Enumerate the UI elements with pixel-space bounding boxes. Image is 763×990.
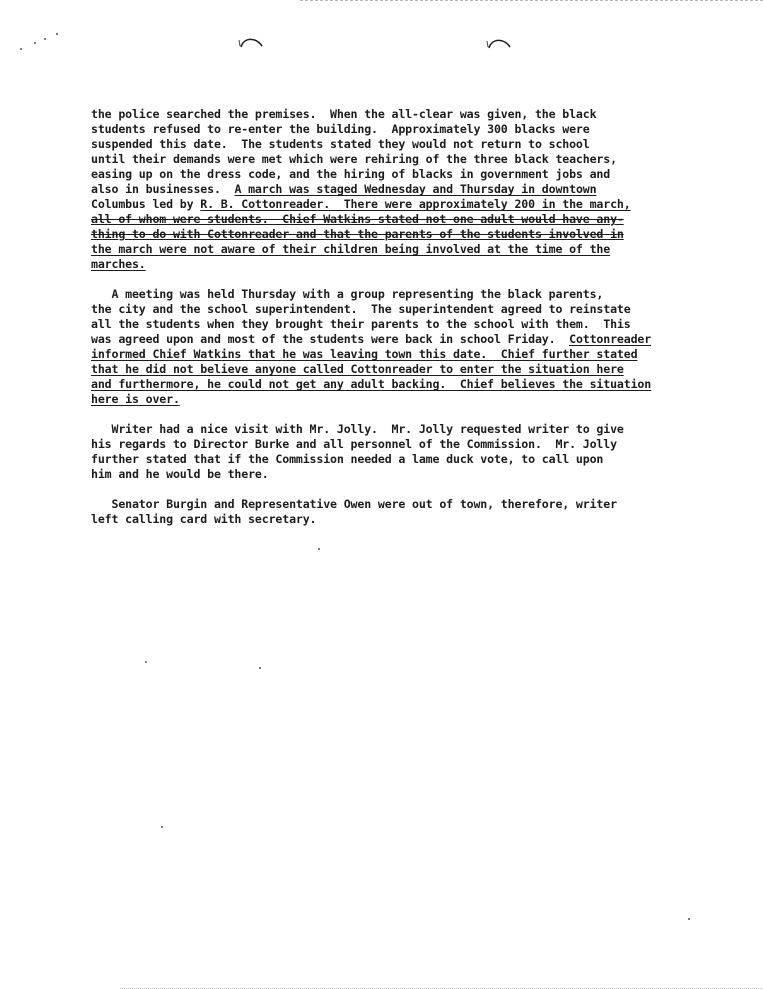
text-segment: students refused to re-enter the building. Approximately 300 blacks were [91, 122, 590, 136]
scan-speck [318, 548, 320, 550]
text-segment: easing up on the dress code, and the hiring of blacks in government jobs and [91, 167, 611, 181]
paragraph [91, 497, 731, 527]
text-segment: A meeting was held Thursday with a group representing the black parents, [91, 287, 604, 301]
scan-speck [56, 33, 58, 35]
paragraph [91, 422, 731, 482]
struck-text-segment: all of whom were students. Chief Watkins stated not one adult would have any- [91, 212, 624, 226]
text-line [91, 152, 731, 167]
scan-speck [145, 661, 147, 663]
underlined-text-segment: A march was staged Wednesday and Thursday in downtown [234, 182, 597, 196]
text-segment: all the students when they brought their parents to the school with them. This [91, 317, 631, 331]
text-line [91, 392, 731, 407]
text-line [91, 347, 731, 362]
text-segment: suspended this date. The students stated they would not return to school [91, 137, 590, 151]
text-line [91, 212, 731, 227]
text-segment: Writer had a nice visit with Mr. Jolly. Mr. Jolly requested writer to give [91, 422, 624, 436]
text-line [91, 302, 731, 317]
top-edge-border [300, 0, 763, 1]
text-segment: was agreed upon and most of the students were back in school Friday. [91, 332, 570, 346]
text-line [91, 197, 731, 212]
text-line [91, 317, 731, 332]
text-line [91, 227, 731, 242]
scan-speck [20, 48, 22, 50]
hole-punch-mark-icon [486, 36, 512, 50]
bottom-edge-border [120, 988, 763, 989]
text-line [91, 332, 731, 347]
text-line [91, 137, 731, 152]
underlined-text-segment: that he did not believe anyone called Cottonreader to enter the situation here [91, 362, 624, 376]
underlined-text-segment: Cottonreader [569, 332, 652, 346]
text-line [91, 287, 731, 302]
text-line [91, 257, 731, 272]
text-segment: the city and the school superintendent. The superintendent agreed to reinstate [91, 302, 631, 316]
hole-punch-mark-icon [238, 35, 264, 49]
text-segment: left calling card with secretary. [91, 512, 317, 526]
text-line [91, 512, 731, 527]
text-segment: also in businesses. [91, 182, 235, 196]
memo-body [91, 107, 731, 542]
text-line [91, 122, 731, 137]
text-line [91, 107, 731, 122]
underlined-text-segment: the march were not aware of their children being involved at the time of the [91, 242, 611, 256]
text-line [91, 377, 731, 392]
scan-speck [44, 38, 46, 40]
scan-speck [688, 918, 690, 920]
struck-text-segment: thing to do with Cottonreader and that the parents of the students involved in [91, 227, 624, 241]
text-line [91, 467, 731, 482]
underlined-text-segment: R. B. Cottonreader. There were approximately 200 in the march, [200, 197, 631, 211]
text-segment: the police searched the premises. When the all-clear was given, the black [91, 107, 597, 121]
text-segment: Senator Burgin and Representative Owen were out of town, therefore, writer [91, 497, 617, 511]
text-line [91, 452, 731, 467]
scan-speck [259, 667, 261, 669]
text-line [91, 437, 731, 452]
text-line [91, 167, 731, 182]
paragraph [91, 287, 731, 407]
text-segment: him and he would be there. [91, 467, 269, 481]
text-line [91, 422, 731, 437]
underlined-text-segment: informed Chief Watkins that he was leaving town this date. Chief further stated [91, 347, 638, 361]
text-line [91, 242, 731, 257]
text-line [91, 497, 731, 512]
underlined-text-segment: and furthermore, he could not get any adult backing. Chief believes the situation [91, 377, 652, 391]
text-segment: Columbus led by [91, 197, 201, 211]
paragraph [91, 107, 731, 272]
text-segment: his regards to Director Burke and all personnel of the Commission. Mr. Jolly [91, 437, 617, 451]
text-line [91, 182, 731, 197]
text-segment: further stated that if the Commission needed a lame duck vote, to call upon [91, 452, 604, 466]
underlined-text-segment: marches. [91, 257, 146, 271]
text-line [91, 362, 731, 377]
underlined-text-segment: here is over. [91, 392, 180, 406]
scan-speck [161, 826, 163, 828]
scan-speck [34, 42, 36, 44]
text-segment: until their demands were met which were rehiring of the three black teachers, [91, 152, 617, 166]
